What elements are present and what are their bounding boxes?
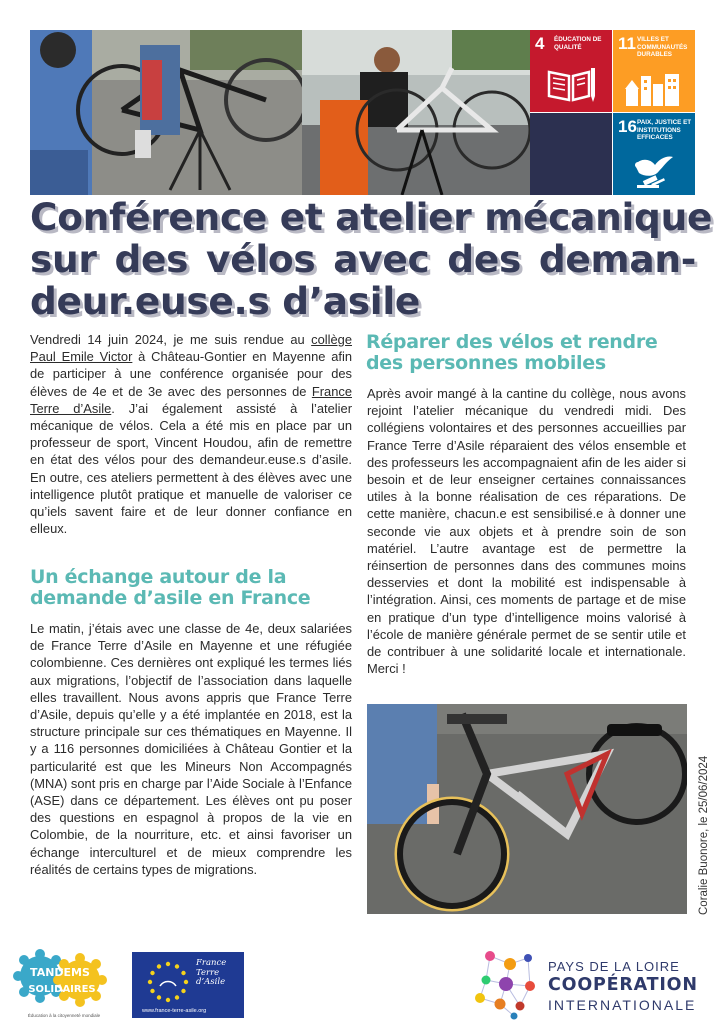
section-heading-bike-repair: Réparer des vélos et rendre des personnes mobiles xyxy=(366,331,658,374)
section-paragraph-asylum-exchange: Le matin, j’étais avec une classe de 4e, deux salariées de France Terre d’Asile en Mayenne et une réfugiée colombienne. Ces dernières ont expliqué les termes liés aux migrations, l’objectif de l’association dans laquelle elles travaillent. Nous avons appris que France Terre d’Asile, depuis qu’elle y a été implantée en 2018, est la structure principale sur ces thématiques en Mayenne. Il y a 116 personnes domiciliées à Château Gontier et la particularité est que les Mineurs Non Accompagnés (MNA) sont pris en charge par l’Aide Sociale à l’Enfance (ASE) dans ce département. Les élèves ont pu poser des questions en espagnol à propos de la vie en Colombie, de la nourriture, etc. et ainsi favoriser un échange interculturel et de mieux comprendre les réalités de certains types de migrations. xyxy=(30,621,352,877)
sdg-goal-16-number: 16 xyxy=(618,117,637,136)
pdl-logo-line2: COOPÉRATION xyxy=(548,975,698,995)
eu-stars-icon xyxy=(138,956,198,1012)
sdg-goal-11-number: 11 xyxy=(618,34,636,53)
ftda-logo-line2: Terre xyxy=(196,967,220,978)
photo-bike-closeup xyxy=(367,704,687,914)
photo-adult-fixing-bike-image xyxy=(302,30,530,195)
tandems-solidaires-logo-graphic xyxy=(8,944,120,1020)
intro-text: . J’ai également assisté à l’atelier mécanique de vélos. Cela a été mis en place par un professeur de sport, Vincent Houdou, afin de remettre en état des vélos pour des demandeur.euse.s d’asile. En outre, ces ateliers permettent à des élèves avec une intelligence plutôt pratique et manuelle de valoriser ce qu’iels savent faire et de leur donner confiance en elleux. xyxy=(30,400,352,537)
city-buildings-icon xyxy=(624,70,684,106)
section-paragraph-bike-repair: Après avoir mangé à la cantine du collège, nous avons rejoint l’atelier mécanique du vendredi midi. Des collégiens volontaires et des personnes accueillies par France Terre d’Asile réparaient des vélos ensemble et des professeurs les accompagnaient afin de les aider si besoin et de leur enseigner certaines connaissances utiles à la bonne réalisation de ces réparations. De cette manière, chacun.e est sensibilisé.e à donner une seconde vie aux objets et à prendre soin de son matériel. L’autre avantage est de permettre la réinsertion de personnes dans des communes moins desservies et dont la mobilité est indispensable à l’intégration. Ainsi, ces moments de partage et de mise en pratique d’un type d’intelligence moins valorisé à l’école de manière générale permet de se sentir utile et de contribuer à une solidarité locale et internationale. Merci ! xyxy=(367,386,686,677)
page-title-line: deur.euse.s d’asile xyxy=(30,279,421,323)
dove-gavel-icon xyxy=(629,151,679,189)
tandems-solidaires-logo xyxy=(8,944,120,1020)
college-link[interactable]: collège Paul Emile Victor xyxy=(30,332,352,365)
sdg-goal-16-label: PAIX, JUSTICE ET INSTITUTIONS EFFICACES xyxy=(637,119,692,142)
sdg-goal-4-number: 4 xyxy=(535,34,545,53)
photo-adult-fixing-bike xyxy=(302,30,530,195)
section-heading-asylum-exchange: Un échange autour de la demande d’asile en France xyxy=(30,566,311,609)
book-pencil-icon xyxy=(545,66,597,104)
page-title-line: sur des vélos avec des deman- xyxy=(30,237,696,281)
france-terre-asile-logo xyxy=(132,952,244,1018)
sdg-goal-4-tile xyxy=(530,30,612,112)
sdg-goal-16-tile xyxy=(613,113,695,195)
sdg-goal-4-label: ÉDUCATION DE QUALITÉ xyxy=(554,36,602,51)
ftda-link[interactable]: France Terre d’Asile xyxy=(30,383,352,416)
pays-de-la-loire-cooperation-logo xyxy=(470,946,710,1020)
network-dots-icon xyxy=(470,946,546,1020)
ftda-logo-line1: France xyxy=(196,958,227,968)
intro-text: Vendredi 14 juin 2024, je me suis rendue au xyxy=(30,332,312,347)
tandems-logo-line1: TANDEMS xyxy=(30,966,90,979)
page-title-line: Conférence et atelier mécanique xyxy=(30,195,713,239)
ftda-logo-url: www.france-terre-asile.org xyxy=(142,1008,207,1014)
sdg-empty-tile xyxy=(530,113,612,195)
sdg-goal-11-tile xyxy=(613,30,695,112)
photo-students-bike-repair-image xyxy=(30,30,302,195)
intro-paragraph xyxy=(30,331,352,537)
tandems-logo-tagline: Éducation à la citoyenneté mondiale xyxy=(27,1013,101,1018)
ftda-logo-line3: d’Asile xyxy=(196,977,226,987)
pdl-logo-line1: PAYS DE LA LOIRE xyxy=(548,959,680,974)
sdg-goal-11-label: VILLES ET COMMUNAUTÉS DURABLES xyxy=(637,36,688,59)
photo-students-bike-repair xyxy=(30,30,302,195)
pdl-logo-line3: INTERNATIONALE xyxy=(548,997,697,1013)
ftda-logo-name xyxy=(196,959,242,988)
tandems-logo-line2: SOLIDAIRES xyxy=(28,984,96,995)
intro-text: à Château-Gontier en Mayenne afin de participer à une conférence organisée pour des élèves de 4e et de 3e avec des personnes de xyxy=(30,349,352,399)
page-title xyxy=(30,195,713,323)
photo-bike-closeup-image xyxy=(367,704,687,914)
author-date-byline: Coralie Buonore, le 25/06/2024 xyxy=(698,755,710,915)
